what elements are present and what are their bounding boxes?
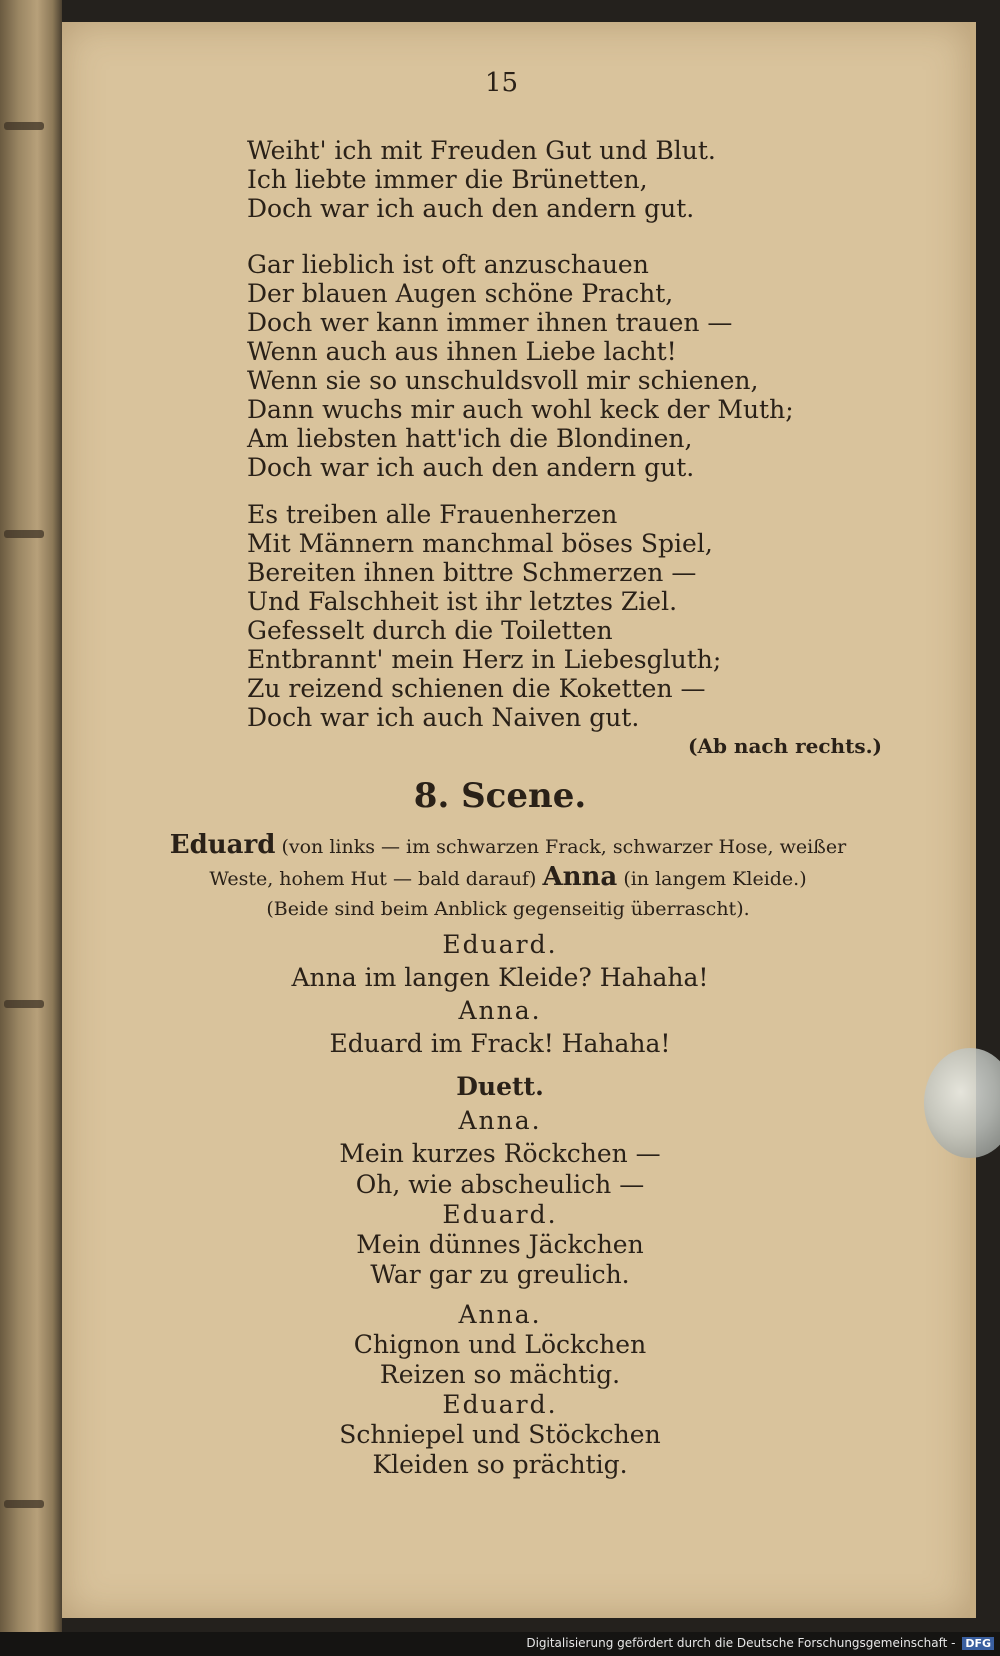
binding-stitch [4,530,44,538]
footer-credit-text: Digitalisierung gefördert durch die Deutsche Forschungsgemeinschaft - [526,1636,956,1650]
stanza-1 [247,136,716,223]
binding-stitch [4,122,44,130]
song-line: War gar zu greulich. [370,1260,630,1289]
song-line: Mein dünnes Jäckchen [356,1230,644,1259]
verse-line: Doch war ich auch den andern gut. [247,453,695,482]
cast-note [148,830,868,924]
verse-line: Entbrannt' mein Herz in Liebesgluth; [247,645,722,674]
verse-line: Bereiten ihnen bittre Schmerzen — [247,558,697,587]
both-surprised-note: (Beide sind beim Anblick gegenseitig überrascht). [266,898,750,920]
speaker-name: Anna. [458,996,542,1025]
dialogue-line: Anna im langen Kleide? Hahaha! [291,963,709,992]
stanza-3 [247,500,721,732]
duett-heading: Duett. [456,1072,544,1101]
stage-direction-exit: (Ab nach rechts.) [688,734,883,758]
verse-line: Am liebsten hatt'ich die Blondinen, [247,424,693,453]
verse-line: Und Falschheit ist ihr letztes Ziel. [247,587,678,616]
verse-line: Dann wuchs mir auch wohl keck der Muth; [247,395,794,424]
footer-credit [526,1636,994,1650]
stanza-2 [247,250,794,482]
scene-heading: 8. Scene. [413,776,587,816]
character-name-anna: Anna [542,862,618,892]
speaker-name: Anna. [458,1300,542,1329]
song-line: Oh, wie abscheulich — [355,1170,645,1199]
dialogue-line: Eduard im Frack! Hahaha! [329,1029,671,1058]
speaker-name: Eduard. [442,1390,558,1419]
verse-line: Ich liebte immer die Brünetten, [247,165,648,194]
song-line: Chignon und Löckchen [353,1330,647,1359]
song-line: Kleiden so prächtig. [372,1450,628,1479]
dfg-logo: DFG [962,1637,994,1650]
verse-line: Wenn auch aus ihnen Liebe lacht! [247,337,677,366]
speaker-name: Anna. [458,1106,542,1135]
verse-line: Gefesselt durch die Toiletten [247,616,613,645]
eduard-description: (von links — im schwarzen Frack, schwarzer Hose, weißer Weste, hohem Hut — bald darauf) [209,836,847,890]
verse-line: Doch wer kann immer ihnen trauen — [247,308,733,337]
binding-stitch [4,1500,44,1508]
verse-line: Doch war ich auch den andern gut. [247,194,695,223]
verse-line: Doch war ich auch Naiven gut. [247,703,640,732]
song-line: Mein kurzes Röckchen — [339,1139,661,1168]
verse-line: Weiht' ich mit Freuden Gut und Blut. [247,136,716,165]
verse-line: Gar lieblich ist oft anzuschauen [247,250,649,279]
page-number: 15 [485,68,519,98]
song-line: Schniepel und Stöckchen [339,1420,661,1449]
character-name-eduard: Eduard [169,830,276,860]
verse-line: Wenn sie so unschuldsvoll mir schienen, [247,366,759,395]
verse-line: Mit Männern manchmal böses Spiel, [247,529,713,558]
verse-line: Der blauen Augen schöne Pracht, [247,279,674,308]
verse-line: Es treiben alle Frauenherzen [247,500,618,529]
verse-line: Zu reizend schienen die Koketten — [247,674,706,703]
song-line: Reizen so mächtig. [379,1360,621,1389]
anna-description: (in langem Kleide.) [623,868,807,890]
speaker-name: Eduard. [442,1200,558,1229]
speaker-name: Eduard. [442,930,558,959]
